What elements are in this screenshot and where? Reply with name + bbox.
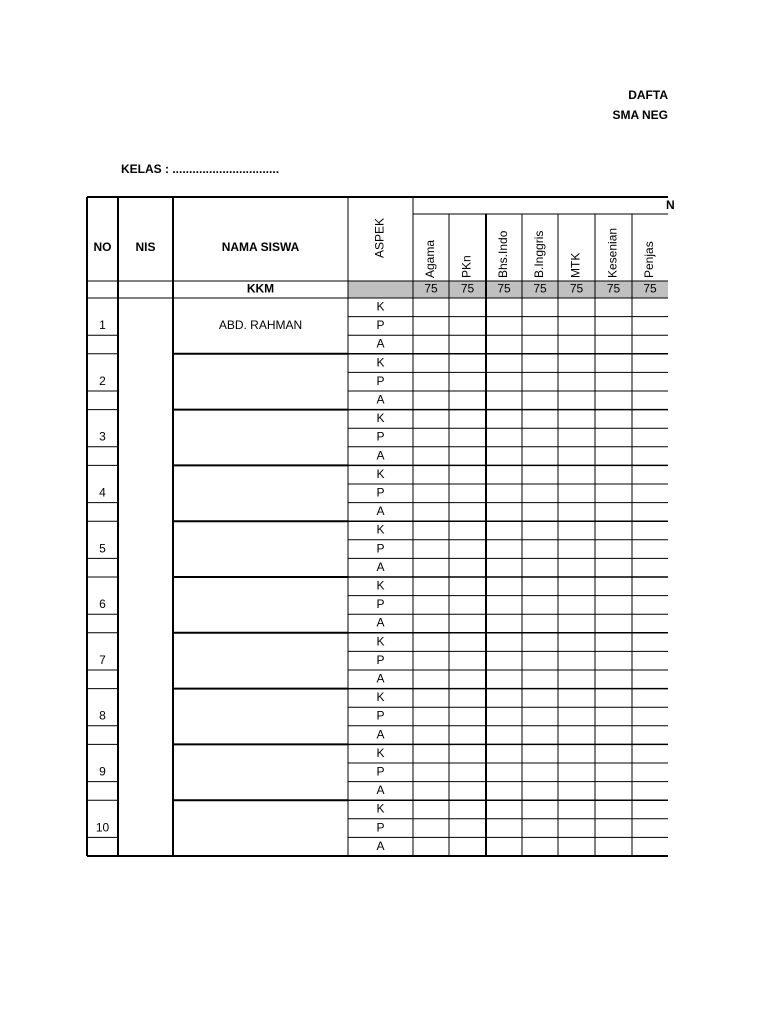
aspek-code: K [376, 690, 385, 705]
aspek-code: A [376, 559, 385, 574]
kelas-label: KELAS : ................................ [121, 162, 280, 176]
aspek-code: K [376, 578, 385, 593]
aspek-code: A [376, 838, 385, 853]
kkm-value: 75 [643, 281, 657, 296]
aspek-code: A [376, 392, 385, 407]
aspek-code: K [376, 801, 385, 816]
report-title: DAFTA [628, 88, 668, 102]
student-no: 7 [99, 652, 106, 667]
aspek-code: K [376, 411, 385, 426]
aspek-code: A [376, 783, 385, 798]
student-no: 8 [99, 708, 106, 723]
col-header-no: NO [93, 240, 112, 255]
aspek-code: P [376, 652, 385, 667]
subject-header: Kesenian [605, 227, 620, 278]
aspek-code: K [376, 299, 385, 314]
aspek-code: K [376, 522, 385, 537]
aspek-code: P [376, 429, 385, 444]
subject-header: PKn [459, 255, 474, 278]
aspek-code: A [376, 336, 385, 351]
aspek-code: A [376, 671, 385, 686]
kkm-value: 75 [606, 281, 621, 296]
aspek-code: P [376, 373, 385, 388]
aspek-code: A [376, 615, 385, 630]
aspek-code: A [376, 727, 385, 742]
kkm-value: 75 [533, 281, 547, 296]
student-no: 6 [99, 597, 106, 612]
aspek-code: P [376, 541, 385, 556]
kkm-value: 75 [497, 281, 511, 296]
school-name: SMA NEG [612, 108, 668, 122]
col-header-aspek: ASPEK [372, 217, 387, 259]
student-no: 9 [99, 764, 106, 779]
group-header-fragment: N [666, 198, 675, 213]
col-header-nis: NIS [135, 240, 156, 255]
aspek-code: K [376, 745, 385, 760]
kkm-value: 75 [460, 281, 475, 296]
aspek-code: K [376, 355, 385, 370]
subject-header: Agama [423, 239, 438, 278]
student-name: ABD. RAHMAN [218, 318, 303, 333]
aspek-code: P [376, 708, 385, 723]
subject-header: MTK [568, 252, 583, 278]
aspek-code: A [376, 448, 385, 463]
aspek-code: P [376, 485, 385, 500]
student-no: 4 [99, 485, 106, 500]
kkm-value: 75 [424, 281, 438, 296]
subject-header: Penjas [642, 241, 657, 278]
student-no: 3 [99, 429, 106, 444]
aspek-code: P [376, 820, 385, 835]
kkm-value: 75 [569, 281, 584, 296]
student-no: 2 [99, 373, 106, 388]
aspek-code: P [376, 597, 385, 612]
aspek-code: P [376, 318, 385, 333]
aspek-code: K [376, 634, 385, 649]
student-no: 5 [99, 541, 106, 556]
aspek-code: A [376, 504, 385, 519]
col-header-nama: NAMA SISWA [221, 240, 300, 255]
subject-header: Bhs.Indo [496, 230, 511, 278]
aspek-code: K [376, 466, 385, 481]
aspek-code: P [376, 764, 385, 779]
student-no: 1 [99, 318, 106, 333]
kkm-label: KKM [246, 281, 275, 296]
student-no: 10 [95, 820, 110, 835]
subject-header: B.Inggris [532, 230, 547, 278]
